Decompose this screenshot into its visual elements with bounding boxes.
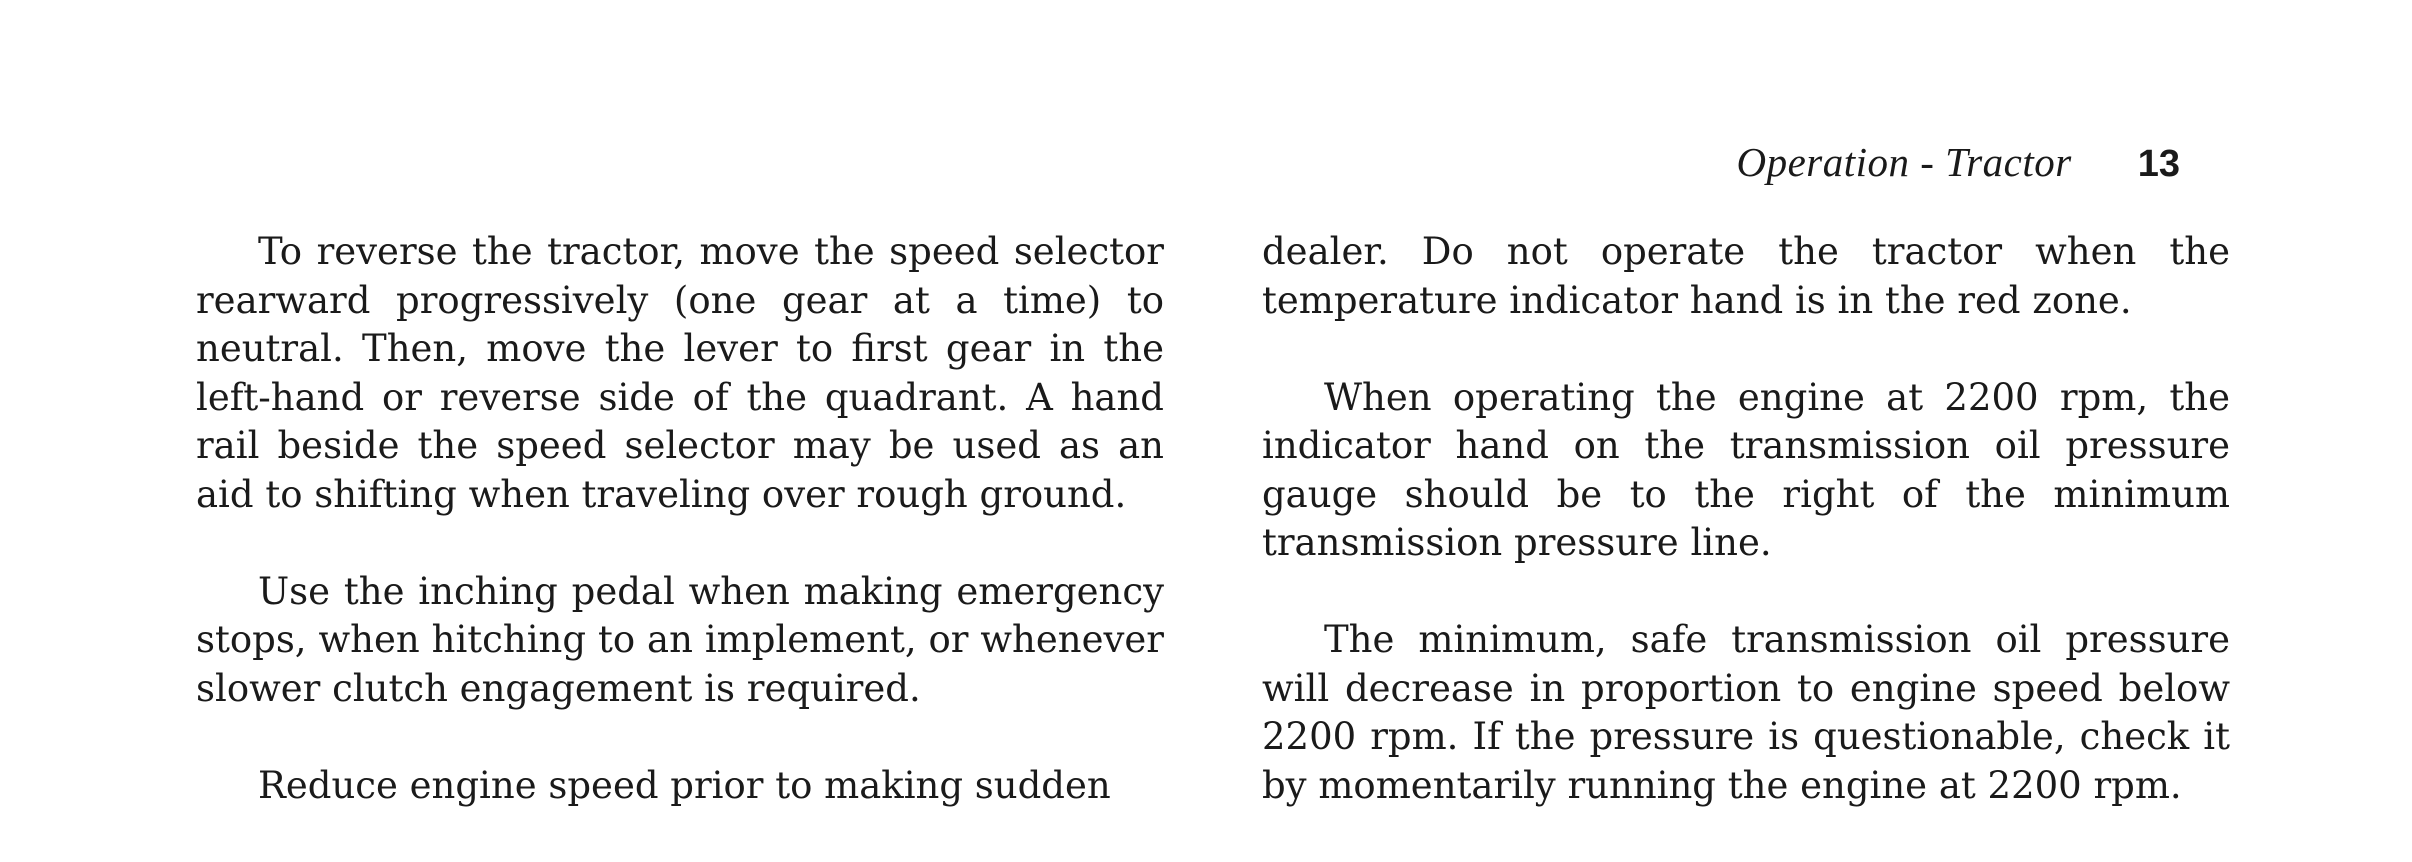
paragraph-dealer-continued: dealer. Do not operate the tractor when the temperature indicator hand is in the red zone.	[1262, 230, 2230, 322]
paragraph-inching-pedal: Use the inching pedal when making emergency stops, when hitching to an implement, or whenever slower clutch engagement is required.	[196, 569, 1164, 710]
page-number: 13	[2137, 143, 2180, 185]
paragraph-reverse-tractor: To reverse the tractor, move the speed selector rearward progressively (one gear at a time) to neutral. Then, move the lever to first gear in the left-hand or reverse side of the quadrant. A hand rail beside the speed selector may be used as an aid to shifting when traveling over rough ground.	[196, 230, 1164, 516]
left-column	[196, 228, 1164, 859]
right-column	[1262, 228, 2230, 859]
running-header	[1736, 138, 2180, 186]
paragraph-minimum-pressure: The minimum, safe transmission oil pressure will decrease in proportion to engine speed below 2200 rpm. If the pressure is questionable, check it by momentarily running the engine at 2200 rpm.	[1262, 618, 2230, 807]
paragraph-reduce-engine-speed: Reduce engine speed prior to making sudden	[258, 763, 1111, 807]
paragraph-oil-pressure-gauge: When operating the engine at 2200 rpm, the indicator hand on the transmission oil pressure gauge should be to the right of the minimum transmission pressure line.	[1262, 375, 2230, 564]
section-title: Operation - Tractor	[1736, 139, 2072, 185]
